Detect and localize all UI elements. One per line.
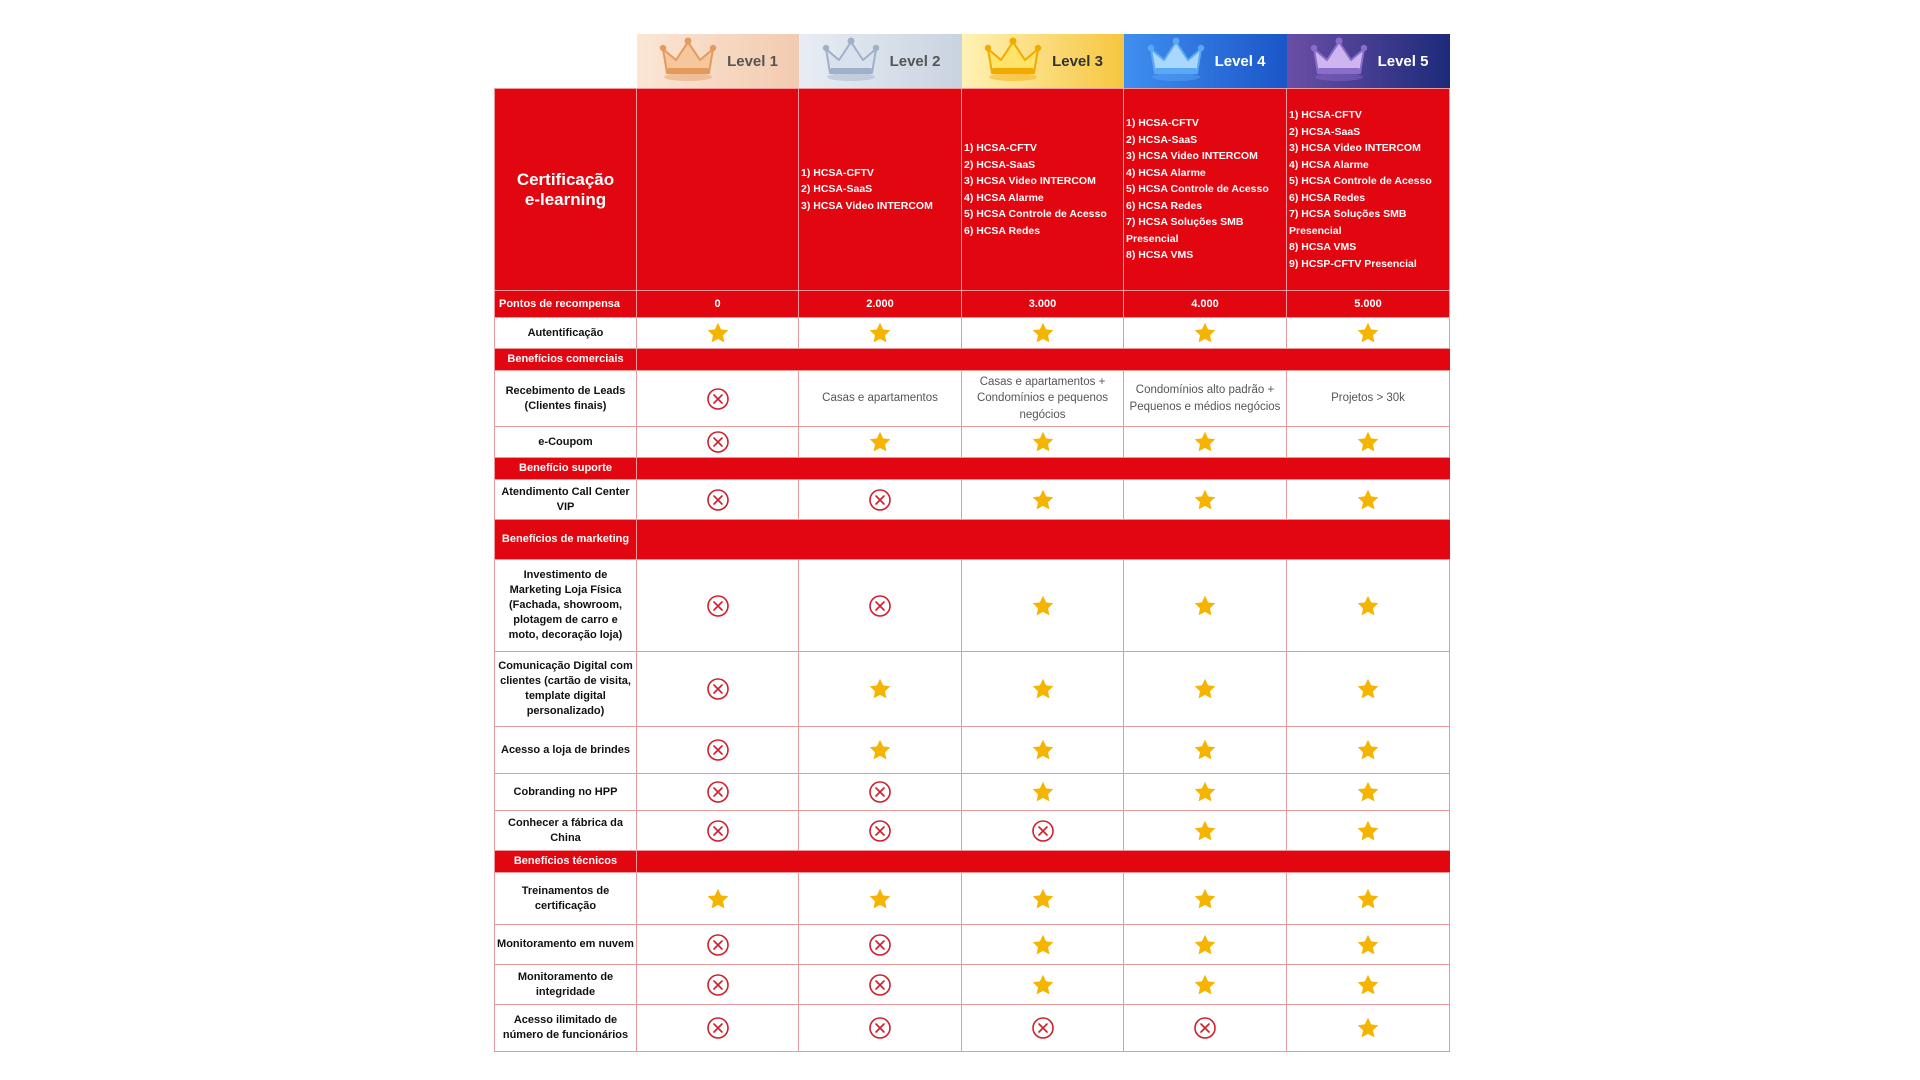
- not-included-x-icon: [637, 925, 799, 965]
- included-star-icon: [1287, 560, 1450, 652]
- benefit-row: [495, 925, 1450, 965]
- not-included-x-icon: [799, 965, 962, 1005]
- included-star-icon: [962, 774, 1124, 811]
- points-value: 4.000: [1124, 291, 1287, 318]
- level-header-row: [495, 34, 1450, 89]
- included-star-icon: [962, 560, 1124, 652]
- not-included-x-icon: [799, 1005, 962, 1052]
- not-included-x-icon: [799, 925, 962, 965]
- level-label: Level 5: [1377, 52, 1429, 70]
- benefit-label: Atendimento Call Center VIP: [495, 480, 637, 520]
- benefit-label: Treinamentos de certificação: [495, 873, 637, 925]
- benefit-row: [495, 652, 1450, 727]
- level-label: Level 4: [1214, 52, 1266, 70]
- included-star-icon: [962, 925, 1124, 965]
- not-included-x-icon: [637, 774, 799, 811]
- certification-list-level-5: 1) HCSA-CFTV 2) HCSA-SaaS 3) HCSA Video INTERCOM 4) HCSA Alarme 5) HCSA Controle de Acesso 6) HCSA Redes 7) HCSA Soluções SMB Presencial 8) HCSA VMS 9) HCSP-CFTV Presencial: [1287, 89, 1450, 291]
- benefit-label: Cobranding no HPP: [495, 774, 637, 811]
- certification-title-line2: e-learning: [524, 189, 607, 209]
- certification-title: [495, 89, 637, 291]
- certification-list-level-1: [637, 89, 799, 291]
- section-header-row: [495, 349, 1450, 371]
- level-header-2: [799, 34, 962, 89]
- included-star-icon: [799, 873, 962, 925]
- benefit-row: [495, 1005, 1450, 1052]
- benefit-label: Acesso a loja de brindes: [495, 727, 637, 774]
- benefit-text: Projetos > 30k: [1287, 371, 1450, 427]
- crown-purple-icon: [1308, 35, 1370, 87]
- not-included-x-icon: [637, 371, 799, 427]
- points-row: [495, 291, 1450, 318]
- benefit-text: Casas e apartamentos: [799, 371, 962, 427]
- certification-list-level-4: 1) HCSA-CFTV 2) HCSA-SaaS 3) HCSA Video INTERCOM 4) HCSA Alarme 5) HCSA Controle de Acesso 6) HCSA Redes 7) HCSA Soluções SMB Presencial 8) HCSA VMS: [1124, 89, 1287, 291]
- included-star-icon: [1124, 965, 1287, 1005]
- benefit-row: [495, 727, 1450, 774]
- included-star-icon: [1287, 318, 1450, 349]
- included-star-icon: [1287, 965, 1450, 1005]
- included-star-icon: [962, 727, 1124, 774]
- crown-blue-icon: [1145, 35, 1207, 87]
- included-star-icon: [1287, 727, 1450, 774]
- benefit-row: [495, 480, 1450, 520]
- included-star-icon: [1124, 873, 1287, 925]
- benefit-label: Investimento de Marketing Loja Física (Fachada, showroom, plotagem de carro e moto, decoração loja): [495, 560, 637, 652]
- points-value: 2.000: [799, 291, 962, 318]
- benefit-row: [495, 427, 1450, 458]
- included-star-icon: [1287, 774, 1450, 811]
- benefit-label: Conhecer a fábrica da China: [495, 811, 637, 851]
- tier-benefits-table: [494, 34, 1450, 1052]
- included-star-icon: [1124, 318, 1287, 349]
- not-included-x-icon: [637, 480, 799, 520]
- crown-silver-icon: [820, 35, 882, 87]
- included-star-icon: [1287, 811, 1450, 851]
- not-included-x-icon: [637, 727, 799, 774]
- section-bar: [637, 520, 1450, 560]
- included-star-icon: [962, 873, 1124, 925]
- not-included-x-icon: [637, 965, 799, 1005]
- crown-gold-icon: [982, 35, 1044, 87]
- benefit-label: e-Coupom: [495, 427, 637, 458]
- level-label: Level 3: [1052, 52, 1103, 70]
- included-star-icon: [1287, 1005, 1450, 1052]
- benefit-row: [495, 965, 1450, 1005]
- included-star-icon: [799, 318, 962, 349]
- section-header-row: [495, 458, 1450, 480]
- section-header-row: [495, 851, 1450, 873]
- included-star-icon: [799, 427, 962, 458]
- points-value: 0: [637, 291, 799, 318]
- benefit-label: Monitoramento de integridade: [495, 965, 637, 1005]
- certification-title-line1: Certificação: [516, 169, 615, 189]
- section-bar: [637, 349, 1450, 371]
- included-star-icon: [1124, 774, 1287, 811]
- level-header-3: [962, 34, 1124, 89]
- not-included-x-icon: [637, 811, 799, 851]
- header-blank-cell: [495, 34, 637, 89]
- benefit-row: [495, 318, 1450, 349]
- level-label: Level 2: [889, 52, 941, 70]
- not-included-x-icon: [637, 652, 799, 727]
- points-value: 5.000: [1287, 291, 1450, 318]
- included-star-icon: [962, 480, 1124, 520]
- points-label: Pontos de recompensa: [495, 291, 637, 318]
- included-star-icon: [1287, 873, 1450, 925]
- not-included-x-icon: [799, 480, 962, 520]
- benefit-text: Condomínios alto padrão + Pequenos e médios negócios: [1124, 371, 1287, 427]
- crown-bronze-icon: [657, 35, 719, 87]
- level-label: Level 1: [727, 52, 778, 70]
- section-title: Benefícios de marketing: [495, 520, 637, 560]
- not-included-x-icon: [962, 1005, 1124, 1052]
- benefit-label: Recebimento de Leads (Clientes finais): [495, 371, 637, 427]
- included-star-icon: [1124, 925, 1287, 965]
- not-included-x-icon: [1124, 1005, 1287, 1052]
- certification-list-level-3: 1) HCSA-CFTV 2) HCSA-SaaS 3) HCSA Video INTERCOM 4) HCSA Alarme 5) HCSA Controle de Acesso 6) HCSA Redes: [962, 89, 1124, 291]
- section-title: Benefícios técnicos: [495, 851, 637, 873]
- benefit-row: [495, 774, 1450, 811]
- included-star-icon: [1124, 652, 1287, 727]
- not-included-x-icon: [799, 560, 962, 652]
- level-header-5: [1287, 34, 1450, 89]
- included-star-icon: [1124, 427, 1287, 458]
- included-star-icon: [1124, 480, 1287, 520]
- not-included-x-icon: [962, 811, 1124, 851]
- included-star-icon: [637, 873, 799, 925]
- section-title: Benefício suporte: [495, 458, 637, 480]
- not-included-x-icon: [637, 560, 799, 652]
- included-star-icon: [1124, 811, 1287, 851]
- included-star-icon: [962, 318, 1124, 349]
- benefit-row: [495, 811, 1450, 851]
- benefit-label: Monitoramento em nuvem: [495, 925, 637, 965]
- level-header-1: [637, 34, 799, 89]
- included-star-icon: [1287, 427, 1450, 458]
- benefit-label: Autentificação: [495, 318, 637, 349]
- benefit-text: Casas e apartamentos + Condomínios e pequenos negócios: [962, 371, 1124, 427]
- included-star-icon: [1287, 925, 1450, 965]
- points-value: 3.000: [962, 291, 1124, 318]
- benefit-label: Comunicação Digital com clientes (cartão de visita, template digital personalizado): [495, 652, 637, 727]
- included-star-icon: [637, 318, 799, 349]
- included-star-icon: [1287, 480, 1450, 520]
- certification-row: [495, 89, 1450, 291]
- included-star-icon: [962, 652, 1124, 727]
- included-star-icon: [1124, 727, 1287, 774]
- not-included-x-icon: [799, 774, 962, 811]
- benefit-row: [495, 560, 1450, 652]
- benefit-row: [495, 873, 1450, 925]
- benefit-label: Acesso ilimitado de número de funcionários: [495, 1005, 637, 1052]
- certification-list-level-2: 1) HCSA-CFTV 2) HCSA-SaaS 3) HCSA Video INTERCOM: [799, 89, 962, 291]
- level-header-4: [1124, 34, 1287, 89]
- included-star-icon: [1287, 652, 1450, 727]
- benefit-row: [495, 371, 1450, 427]
- not-included-x-icon: [799, 811, 962, 851]
- included-star-icon: [962, 427, 1124, 458]
- section-header-row: [495, 520, 1450, 560]
- section-bar: [637, 851, 1450, 873]
- section-title: Benefícios comerciais: [495, 349, 637, 371]
- included-star-icon: [799, 727, 962, 774]
- section-bar: [637, 458, 1450, 480]
- included-star-icon: [799, 652, 962, 727]
- not-included-x-icon: [637, 1005, 799, 1052]
- not-included-x-icon: [637, 427, 799, 458]
- included-star-icon: [962, 965, 1124, 1005]
- included-star-icon: [1124, 560, 1287, 652]
